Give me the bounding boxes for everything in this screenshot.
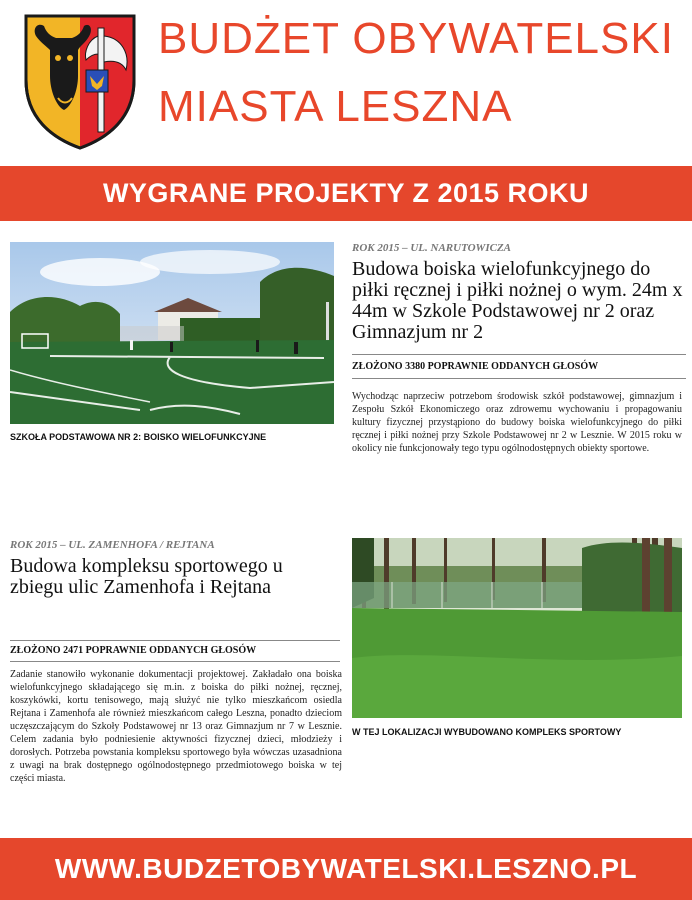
page-title-line-2: MIASTA LESZNA — [158, 82, 513, 131]
project2-headline: Budowa kompleksu sportowego u zbiegu ulic Zamenhofa i Rejtana — [10, 555, 283, 598]
project2-photo-caption: W TEJ LOKALIZACJI WYBUDOWANO KOMPLEKS SPORTOWY — [352, 727, 622, 737]
project1-votes: ZŁOŻONO 3380 POPRAWNIE ODDANYCH GŁOSÓW — [352, 361, 599, 372]
project1-divider-bottom — [352, 378, 686, 379]
leszno-coat-of-arms-icon — [22, 10, 138, 150]
project2-kicker: ROK 2015 – UL. ZAMENHOFA / REJTANA — [10, 539, 215, 551]
project1-photo — [10, 242, 334, 424]
project1-headline: Budowa boiska wielofunkcyjnego do piłki ręcznej i piłki nożnej o wym. 24m x 44m w Szkole Podstawowej nr 2 oraz Gimnazjum nr 2 — [352, 258, 683, 343]
project2-divider-bottom — [10, 661, 340, 662]
section-banner-text: WYGRANE PROJEKTY Z 2015 ROKU — [102, 178, 590, 208]
project1-kicker: ROK 2015 – UL. NARUTOWICZA — [352, 242, 512, 254]
page-title-line-1: BUDŻET OBYWATELSKI — [158, 14, 674, 63]
project1-photo-caption: SZKOŁA PODSTAWOWA NR 2: BOISKO WIELOFUNKCYJNE — [10, 432, 267, 442]
project2-photo — [352, 538, 682, 718]
project1-body: Wychodząc naprzeciw potrzebom środowisk szkół podstawowej, gimnazjum i Zespołu Szkół Ekonomiczego oraz zdrowemu wychowaniu i propagowaniu kultury fizycznej przystąpiono do budowy boiska wielofunkcyjnego do piłki ręcznej i piłki nożnej przy Szkole Podstawowej nr 2 w Lesznie. W 2015 roku w okolicy nie funkcjonowały tego typu ogólnodostępnych obiekty sportowe. — [352, 391, 682, 454]
project2-votes: ZŁOŻONO 2471 POPRAWNIE ODDANYCH GŁOSÓW — [10, 645, 257, 656]
project2-body: Zadanie stanowiło wykonanie dokumentacji projektowej. Zakładało ona boiska wielofunkcyjnego składającego się m.in. z boiska do piłki nożnej, ręcznej, koszykówki, kortu tenisowego, mają służyć nie tylko mieszkańcom osiedla Rejtana i Zamenhofa ale również mieszkańcom całego Leszna, ponadto dzieciom uczęszczającym do Szkoły Podstawowej nr 13 oraz Gimnazjum nr 7 w Lesznie. Celem zadania było podniesienie aktywności fizycznej dzieci, młodzieży i dorosłych. Potrzeba powstania kompleksu sportowego była wówczas uzasadniona z uwagi na brak dostępnego ogólnodostępnego przedmiotowego boiska w tej części miasta. — [10, 669, 342, 784]
project2-divider — [10, 640, 340, 641]
project1-divider — [352, 354, 686, 355]
footer-url-link[interactable]: WWW.BUDZETOBYWATELSKI.LESZNO.PL — [54, 853, 638, 884]
